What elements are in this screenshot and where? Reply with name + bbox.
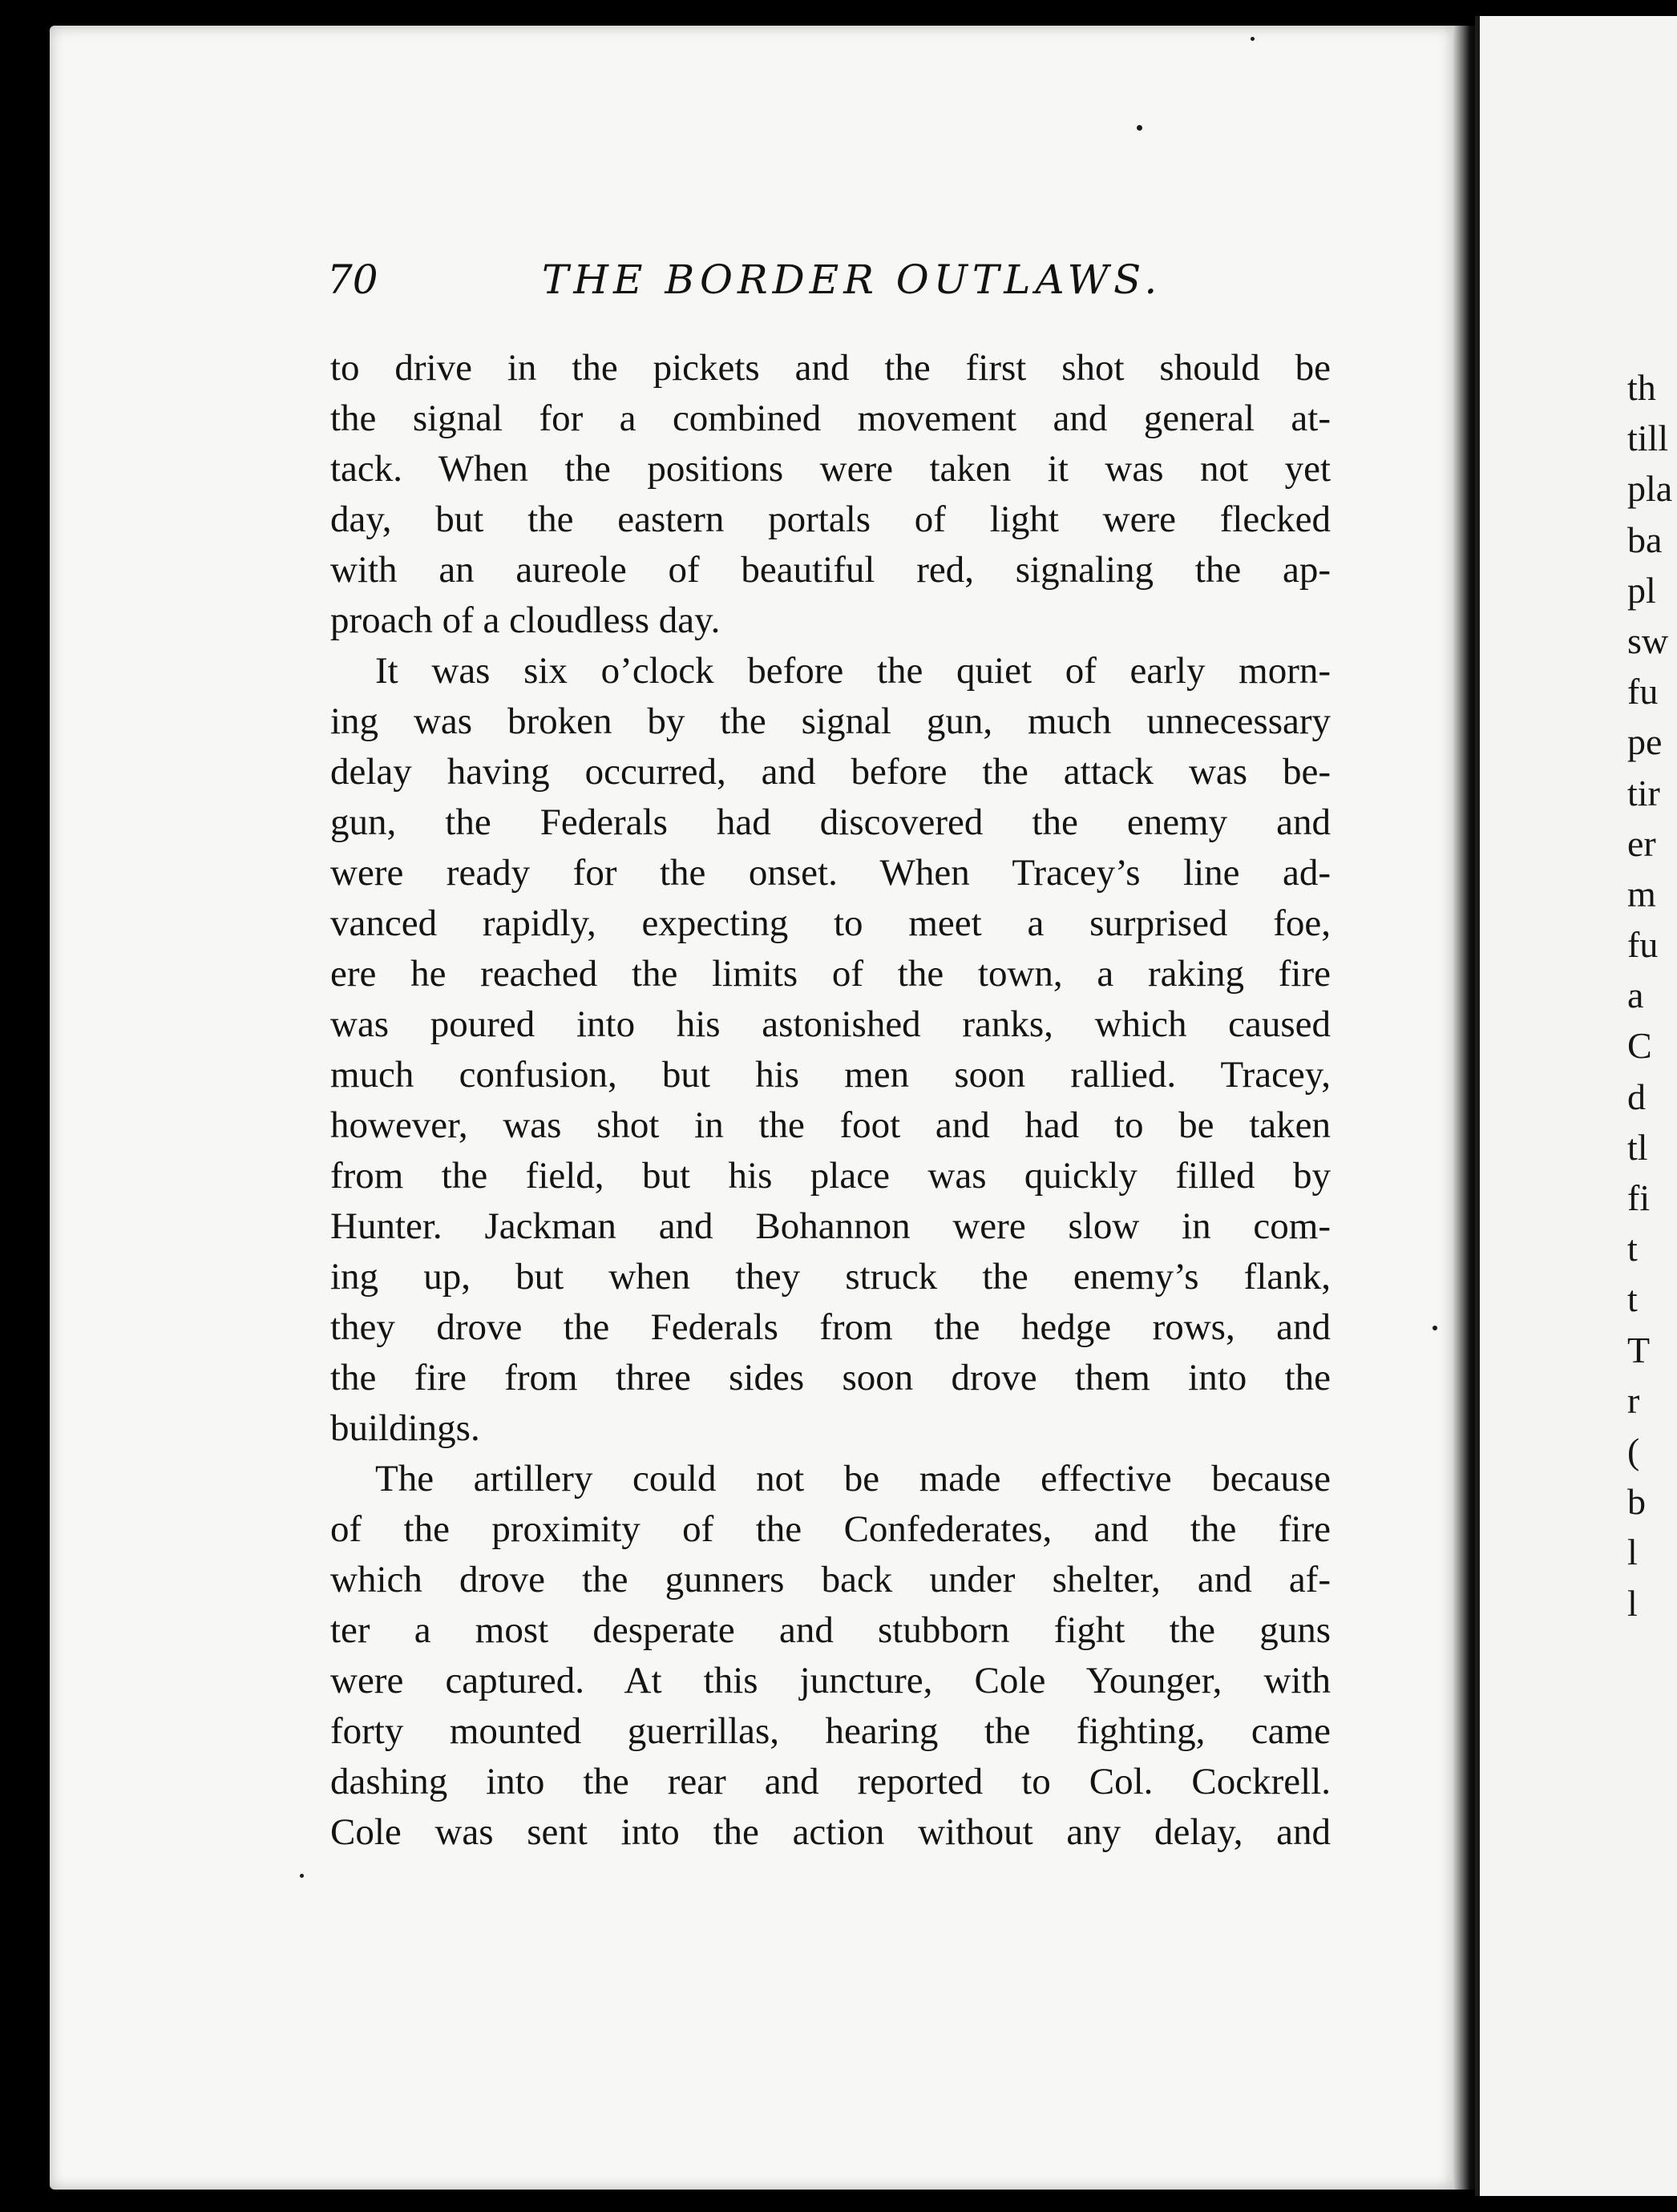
text-fragment: fu: [1627, 924, 1659, 966]
page-number: 70: [327, 256, 378, 303]
scan-speck: [300, 1874, 304, 1878]
text-fragment: (: [1627, 1430, 1640, 1471]
text-line: however, was shot in the foot and had to be taken: [330, 1104, 1331, 1146]
text-line: tack. When the positions were taken it was not yet: [330, 448, 1331, 490]
body-text: [330, 343, 1331, 1858]
text-line: forty mounted guerrillas, hearing the fighting, came: [330, 1710, 1331, 1752]
scan-speck: [1251, 37, 1255, 41]
text-line: Cole was sent into the action without any delay, and: [330, 1811, 1331, 1853]
text-line: were ready for the onset. When Tracey’s line ad-: [330, 852, 1331, 894]
text-fragment: m: [1627, 873, 1656, 914]
text-fragment: l: [1627, 1532, 1638, 1573]
scan-speck: [1137, 125, 1142, 131]
text-fragment: fu: [1627, 671, 1659, 712]
text-fragment: sw: [1627, 620, 1669, 661]
text-line: ere he reached the limits of the town, a raking fire: [330, 953, 1331, 995]
text-line: ter a most desperate and stubborn fight the guns: [330, 1609, 1331, 1651]
text-line: the fire from three sides soon drove them into the: [330, 1357, 1331, 1399]
text-fragment: fi: [1627, 1177, 1651, 1218]
text-line: Hunter. Jackman and Bohannon were slow in com-: [330, 1205, 1331, 1247]
text-fragment: tl: [1627, 1126, 1648, 1168]
text-fragment: er: [1627, 822, 1656, 864]
text-line: ing up, but when they struck the enemy’s flank,: [330, 1256, 1331, 1298]
text-fragment: pla: [1627, 468, 1673, 510]
text-line: which drove the gunners back under shelter, and af-: [330, 1559, 1331, 1600]
text-line: vanced rapidly, expecting to meet a surprised foe,: [330, 902, 1331, 944]
text-fragment: till: [1627, 418, 1669, 459]
text-line: with an aureole of beautiful red, signaling the ap-: [330, 549, 1331, 591]
text-fragment: a: [1627, 975, 1644, 1016]
text-line: ing was broken by the signal gun, much unnecessary: [330, 700, 1331, 742]
text-line: The artillery could not be made effective because: [375, 1458, 1331, 1500]
text-fragment: T: [1627, 1329, 1651, 1370]
text-fragment: d: [1627, 1076, 1646, 1117]
text-line: of the proximity of the Confederates, and the fire: [330, 1508, 1331, 1550]
text-fragment: l: [1627, 1582, 1638, 1624]
text-line: dashing into the rear and reported to Col. Cockrell.: [330, 1761, 1331, 1802]
text-line: It was six o’clock before the quiet of early morn-: [375, 650, 1331, 692]
text-line: the signal for a combined movement and general at-: [330, 398, 1331, 439]
text-fragment: r: [1627, 1379, 1640, 1421]
text-line: were captured. At this juncture, Cole Younger, with: [330, 1660, 1331, 1701]
facing-page-text-fragments: [1627, 362, 1677, 1629]
text-line: buildings.: [330, 1407, 480, 1449]
text-fragment: tir: [1627, 772, 1660, 813]
text-line: proach of a cloudless day.: [330, 599, 721, 641]
text-line: gun, the Federals had discovered the enemy and: [330, 801, 1331, 843]
text-line: day, but the eastern portals of light were flecked: [330, 499, 1331, 540]
text-fragment: C: [1627, 1025, 1652, 1067]
text-fragment: pl: [1627, 569, 1656, 611]
text-line: delay having occurred, and before the attack was be-: [330, 751, 1331, 793]
text-fragment: t: [1627, 1228, 1638, 1269]
text-fragment: th: [1627, 367, 1656, 408]
text-line: they drove the Federals from the hedge rows, and: [330, 1306, 1331, 1348]
text-line: much confusion, but his men soon rallied. Tracey,: [330, 1054, 1331, 1096]
text-fragment: ba: [1627, 519, 1663, 560]
text-line: to drive in the pickets and the first shot should be: [330, 347, 1331, 389]
text-fragment: pe: [1627, 721, 1663, 763]
text-line: was poured into his astonished ranks, which caused: [330, 1003, 1331, 1045]
text-line: from the field, but his place was quickly filled by: [330, 1155, 1331, 1197]
text-fragment: t: [1627, 1278, 1638, 1320]
text-fragment: b: [1627, 1481, 1646, 1523]
running-title: THE BORDER OUTLAWS.: [542, 256, 1162, 303]
scan-speck: [1433, 1326, 1437, 1330]
page-header: [327, 245, 1162, 317]
